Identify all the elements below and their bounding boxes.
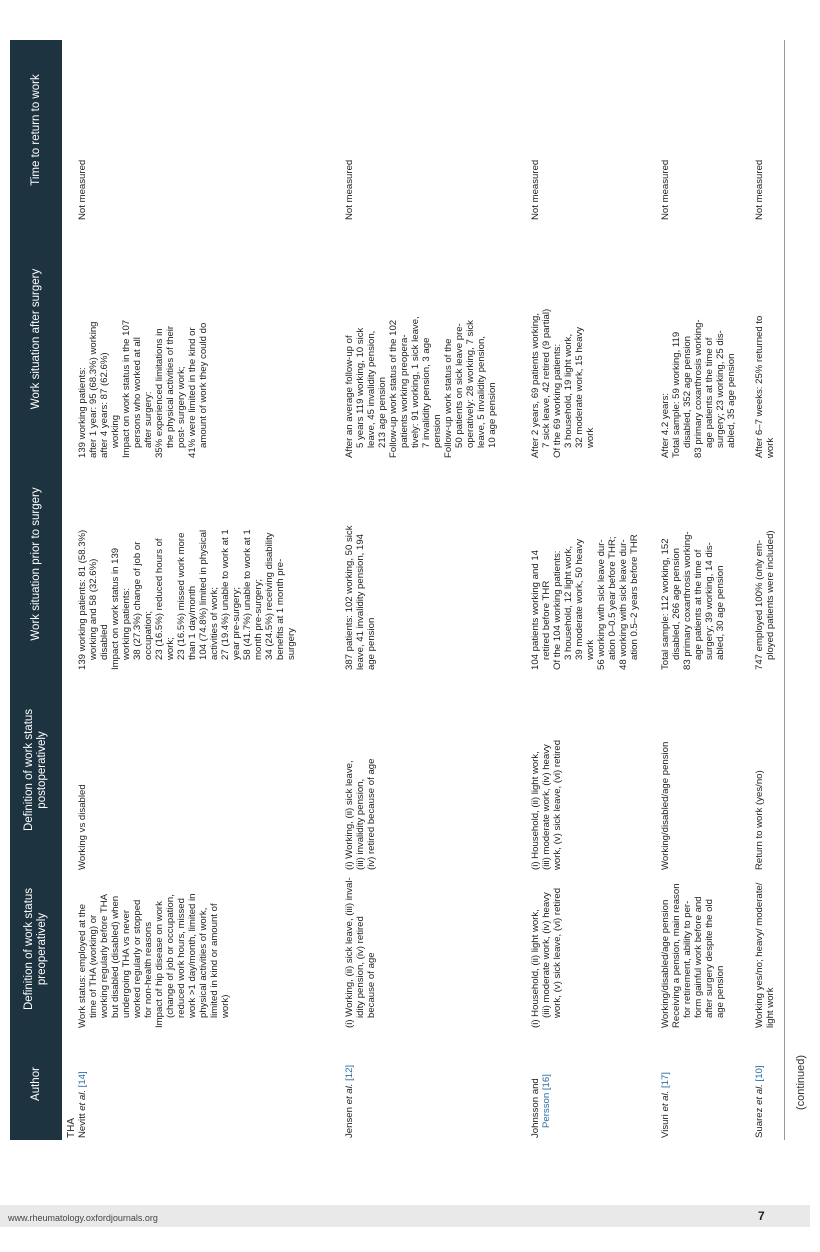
work-prior-cell: [660, 458, 726, 670]
author-text: et al.: [344, 1083, 355, 1105]
author-text: Johnsson and: [530, 1078, 541, 1138]
cell-line: disabled, 266 age pension: [671, 547, 682, 660]
post-definition-cell: [344, 670, 377, 870]
work-after-cell: [344, 220, 498, 458]
header-author: Author: [29, 1067, 42, 1101]
page-number: 7: [758, 1209, 765, 1223]
cell-line: 7 sick leave, 42 retired (9 partial): [541, 308, 552, 448]
cell-line: benefits at 1 month pre-: [275, 558, 286, 660]
cell-line: 48 working with sick leave dur-: [618, 539, 629, 670]
cell-line: post- surgery work;: [176, 366, 187, 448]
author-text: [14]: [77, 1071, 88, 1090]
cell-line: age pension: [715, 965, 726, 1018]
work-after-cell: [660, 220, 737, 458]
cell-line: 39 moderate work, 50 heavy: [574, 538, 585, 660]
work-prior-cell: [754, 458, 776, 670]
cell-line: 747 employed 100% (only em-: [754, 539, 765, 670]
continued-label: (continued): [795, 1054, 807, 1110]
header-return-time: Time to return to work: [29, 74, 42, 186]
work-prior-cell: [344, 458, 377, 670]
footer-site-url: www.rheumatology.oxfordjournals.org: [8, 1213, 158, 1223]
post-definition-cell: [77, 670, 88, 870]
cell-line: the physical activities of their: [165, 325, 176, 448]
cell-line: (iii) invalidity pension,: [355, 778, 366, 870]
cell-line: disabled: [99, 624, 110, 660]
cell-line: disabled, 352 age pension: [682, 335, 693, 448]
cell-line: (change of job or occupation,: [165, 894, 176, 1018]
cell-line: 7 invalidity pension, 3 age: [421, 337, 432, 448]
author-cell: [530, 1028, 552, 1138]
cell-line: After 4.2 years:: [660, 392, 671, 458]
author-text: et al.: [660, 1090, 671, 1112]
cell-line: working and 58 (32.6%): [88, 558, 99, 660]
author-cell: [754, 1028, 765, 1138]
cell-line: work: [585, 427, 596, 448]
work-prior-cell: [77, 458, 297, 670]
author-text: et al.: [77, 1089, 88, 1111]
table-bottom-rule: [784, 40, 785, 1140]
cell-line: 387 patients: 102 working, 50 sick: [344, 525, 355, 670]
author-cell: [77, 1028, 88, 1138]
pre-definition-cell: [530, 870, 563, 1028]
author-text: [10]: [754, 1065, 765, 1085]
cell-line: surgery; 39 working, 14 dis-: [704, 542, 715, 660]
cell-line: time of THA (working) or: [88, 914, 99, 1018]
cell-line: Of the 104 working patients:: [552, 550, 563, 670]
cell-line: because of age: [366, 952, 377, 1018]
cell-line: Follow-up work status of the: [443, 338, 454, 458]
cell-line: work: [585, 639, 596, 660]
cell-line: limited in kind or amount of: [209, 903, 220, 1018]
cell-line: 27 (19.4%) unable to work at 1: [220, 529, 231, 660]
post-definition-cell: [660, 670, 671, 870]
cell-line: month pre-surgery;: [253, 578, 264, 660]
cell-line: 56 working with sick leave dur-: [596, 539, 607, 670]
pre-definition-cell: [344, 870, 377, 1028]
cell-line: undergoing THA vs never: [121, 909, 132, 1018]
cell-line: 104 patients working and 14: [530, 549, 541, 670]
work-prior-cell: [530, 458, 640, 670]
cell-line: Working/disabled/age pension: [660, 899, 671, 1028]
author-cell: [660, 1028, 671, 1138]
cell-line: Not measured: [77, 159, 88, 220]
cell-line: (iii) moderate work, (iv) heavy: [541, 744, 552, 870]
post-definition-cell: [530, 670, 563, 870]
cell-line: leave, 41 invalidity pension, 194: [355, 533, 366, 670]
cell-line: Working/disabled/age pension: [660, 741, 671, 870]
cell-line: work, (v) sick leave, (vi) retired: [552, 739, 563, 870]
cell-line: (iii) moderate work, (iv) heavy: [541, 892, 552, 1018]
cell-line: 5 years 119 working, 10 sick: [355, 327, 366, 448]
cell-line: ation 0–0.5 year before THR;: [607, 536, 618, 660]
cell-line: 58 (41.7%) unable to work at 1: [242, 529, 253, 660]
pre-definition-cell: [77, 870, 231, 1028]
author-text: [12]: [344, 1064, 355, 1084]
return-time-cell: [530, 40, 541, 220]
author-text: Jensen: [344, 1104, 355, 1138]
cell-line: ployed patients were included): [765, 530, 776, 660]
header-pre-definition: Definition of work status preoperatively: [23, 887, 48, 1011]
work-after-cell: [77, 220, 209, 458]
cell-line: work: [765, 437, 776, 458]
cell-line: age pension: [366, 617, 377, 670]
cell-line: 3 household, 19 light work,: [563, 333, 574, 448]
cell-line: ation 0.5–2 years before THR: [629, 534, 640, 660]
header-work-after: Work situation after surgery: [29, 268, 42, 410]
cell-line: Impact of hip disease on work: [154, 901, 165, 1028]
cell-line: amount of work they could do: [198, 322, 209, 448]
author-text: [17]: [660, 1072, 671, 1091]
cell-line: retired before THR: [541, 580, 552, 660]
cell-line: Not measured: [660, 159, 671, 220]
return-time-cell: [660, 40, 671, 220]
rotated-table: [0, 40, 805, 1140]
cell-line: After an average follow-up of: [344, 335, 355, 458]
cell-line: (i) Household, (ii) light work,: [530, 909, 541, 1028]
return-time-cell: [344, 40, 355, 220]
cell-line: Total sample: 59 working, 119: [671, 331, 682, 458]
author-cell: [344, 1028, 355, 1138]
cell-line: working patients:: [121, 588, 132, 660]
cell-line: After 2 years, 69 patients working,: [530, 312, 541, 458]
header-work-prior: Work situation prior to surgery: [29, 487, 42, 641]
cell-line: Return to work (yes/no): [754, 770, 765, 870]
cell-line: form gainful work before and: [693, 896, 704, 1018]
cell-line: Receiving a pension, main reason: [671, 883, 682, 1028]
cell-line: tively: 91 working, 1 sick leave,: [410, 316, 421, 448]
cell-line: abled, 35 age pension: [726, 353, 737, 448]
cell-line: Not measured: [344, 159, 355, 220]
cell-line: 35% experienced limitations in: [154, 328, 165, 458]
cell-line: Not measured: [530, 159, 541, 220]
cell-line: patients working preopera-: [399, 334, 410, 448]
cell-line: activities of work;: [209, 586, 220, 660]
cell-line: reduced work hours, missed: [176, 898, 187, 1018]
cell-line: Impact on work status in the 107: [121, 319, 132, 458]
author-text: Visuri: [660, 1111, 671, 1138]
cell-line: work >1 day/month, limited in: [187, 893, 198, 1018]
author-text: Persson [16]: [541, 1074, 552, 1128]
cell-line: 23 (16.5%) reduced hours of: [154, 538, 165, 660]
cell-line: work;: [165, 637, 176, 660]
cell-line: surgery; 23 working, 25 dis-: [715, 330, 726, 448]
cell-line: after surgery despite the old: [704, 899, 715, 1018]
cell-line: working regularly before THA: [99, 893, 110, 1018]
cell-line: worked regularly or stopped: [132, 899, 143, 1018]
work-after-cell: [754, 220, 776, 458]
cell-line: 41% were limited in the kind or: [187, 327, 198, 458]
cell-line: but disabled (disabled) when: [110, 895, 121, 1018]
work-after-cell: [530, 220, 596, 458]
cell-line: leave, 5 invalidity pension,: [476, 336, 487, 448]
cell-line: for non-health reasons: [143, 922, 154, 1018]
cell-line: after 1 year: 95 (68.3%) working: [88, 321, 99, 458]
cell-line: 83 primary coxarthrosis working-: [682, 531, 693, 670]
post-definition-cell: [754, 670, 765, 870]
cell-line: 34 (24.5%) receiving disability: [264, 532, 275, 660]
cell-line: (i) Household, (ii) light work,: [530, 751, 541, 870]
cell-line: idity pension, (iv) retired: [355, 916, 366, 1018]
cell-line: abled, 30 age pension: [715, 565, 726, 660]
cell-line: Impact on work status in 139: [110, 547, 121, 670]
cell-line: 3 household, 12 light work,: [563, 545, 574, 660]
cell-line: work, (v) sick leave, (vi) retired: [552, 887, 563, 1018]
cell-line: age patients at the time of: [704, 337, 715, 448]
cell-line: (iv) retired because of age: [366, 758, 377, 870]
cell-line: 104 (74.8%) limited in physical: [198, 529, 209, 660]
cell-line: operatively: 28 working, 7 sick: [465, 320, 476, 448]
cell-line: light work: [765, 987, 776, 1028]
pre-definition-cell: [754, 870, 776, 1028]
cell-line: 83 primary coxarthrosis working-: [693, 319, 704, 458]
cell-line: leave, 45 invalidity pension,: [366, 330, 377, 448]
cell-line: work): [220, 994, 231, 1018]
cell-line: pension: [432, 414, 443, 448]
cell-line: Of the 69 working patients:: [552, 343, 563, 458]
cell-line: after surgery:: [143, 391, 154, 448]
cell-line: occupation;: [143, 610, 154, 660]
cell-line: surgery: [286, 628, 297, 660]
cell-line: Working vs disabled: [77, 784, 88, 870]
author-text: et al.: [754, 1084, 765, 1105]
cell-line: age patients at the time of: [693, 549, 704, 660]
return-time-cell: [77, 40, 88, 220]
cell-line: Work status: employed at the: [77, 903, 88, 1028]
cell-line: working: [110, 414, 121, 448]
cell-line: than 1 day/month: [187, 585, 198, 660]
cell-line: Not measured: [754, 159, 765, 220]
cell-line: persons who worked at all: [132, 337, 143, 448]
table-header: [10, 40, 62, 1140]
header-post-definition: Definition of work status postoperatively: [23, 708, 48, 832]
cell-line: 32 moderate work, 15 heavy: [574, 326, 585, 448]
cell-line: 50 patients on sick leave pre-: [454, 323, 465, 448]
cell-line: (i) Working, (ii) sick leave,: [344, 760, 355, 870]
cell-line: 38 (27.3%) change of job or: [132, 541, 143, 660]
pre-definition-cell: [660, 870, 726, 1028]
cell-line: after 4 years: 87 (62.6%): [99, 352, 110, 458]
cell-line: 139 working patients: 81 (58.3%): [77, 529, 88, 670]
cell-line: 139 working patients:: [77, 367, 88, 458]
cell-line: year pre-surgery;: [231, 586, 242, 660]
cell-line: physical activities of work,: [198, 907, 209, 1018]
cell-line: (i) Working, (ii) sick leave, (iii) inval-: [344, 877, 355, 1028]
section-label: THA: [66, 1118, 77, 1138]
cell-line: 213 age pension: [377, 377, 388, 448]
cell-line: 23 (16.5%) missed work more: [176, 532, 187, 660]
return-time-cell: [754, 40, 765, 220]
cell-line: for retirement, ability to per-: [682, 900, 693, 1018]
author-text: Nevitt: [77, 1110, 88, 1138]
cell-line: After 6–7 weeks: 25% returned to: [754, 315, 765, 458]
cell-line: Total sample: 112 working, 152: [660, 538, 671, 670]
cell-line: 10 age pension: [487, 382, 498, 448]
cell-line: Follow-up work status of the 102: [388, 319, 399, 458]
cell-line: Working yes/no; heavy/ moderate/: [754, 882, 765, 1028]
author-text: Suarez: [754, 1104, 765, 1138]
